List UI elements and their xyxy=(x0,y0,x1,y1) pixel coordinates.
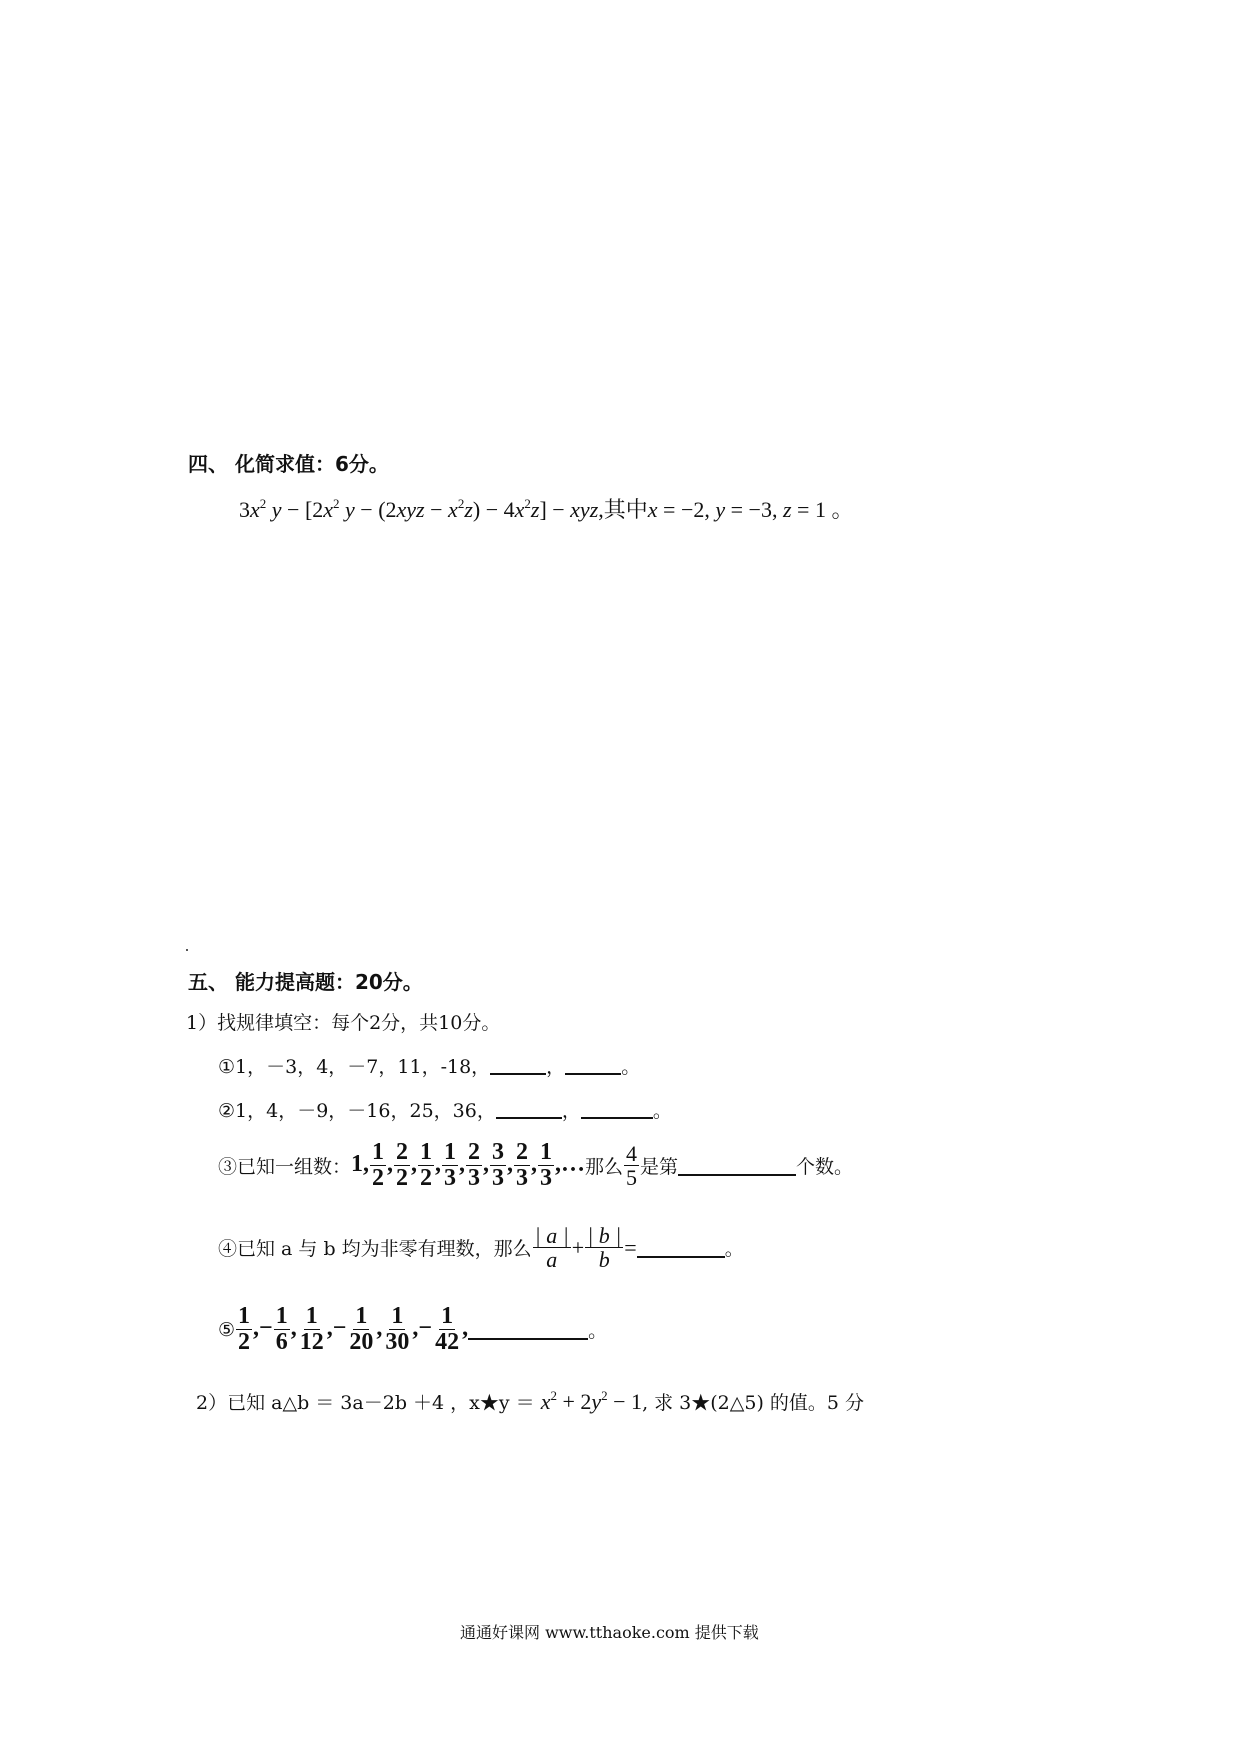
item1-end: 。 xyxy=(621,1056,641,1078)
item3-prefix: ③已知一组数： xyxy=(218,1156,352,1179)
item3-suffix1: 是第 xyxy=(640,1156,679,1179)
item3-blank[interactable] xyxy=(678,1156,796,1176)
item2-blank-1[interactable] xyxy=(496,1099,562,1119)
item3-fraction: $\frac{2}{2}$ xyxy=(396,1139,409,1192)
item3-target-fraction: $\frac{4}{5}$ xyxy=(626,1141,638,1191)
item4-equals: = xyxy=(624,1234,637,1260)
item5-fraction: $\frac{1}{2}$ xyxy=(238,1303,251,1356)
item3-ellipsis: ,… xyxy=(555,1151,586,1178)
item5-fraction: $\frac{1}{6}$ xyxy=(275,1303,288,1356)
item5-sequence: $\frac{1}{2}$ ,− $\frac{1}{6}$ , $\frac{1}{12}$ ,− $\frac{1}{20}$ , $\frac{1}{30}$ ,− $\frac{1}{42}$ , xyxy=(238,1303,469,1356)
item4-blank[interactable] xyxy=(637,1238,725,1258)
item4-fraction-a: $\frac{| a |}{a}$ xyxy=(534,1223,569,1273)
item4-end: 。 xyxy=(724,1238,744,1261)
scan-speck xyxy=(186,949,188,951)
q1-intro: 1）找规律填空：每个2分，共10分。 xyxy=(186,1012,501,1034)
q1-item3 xyxy=(218,1140,853,1191)
q1-item1 xyxy=(218,1052,640,1079)
item4-plus: + xyxy=(571,1234,585,1260)
q1-item4 xyxy=(218,1224,744,1271)
section4-heading: 四、 化简求值：6分。 xyxy=(188,452,389,476)
item5-blank[interactable] xyxy=(468,1320,588,1340)
item3-fraction: $\frac{1}{3}$ xyxy=(540,1139,553,1192)
q2-text1: 2）已知 a△b ＝ 3a－2b ＋4 ，x★y ＝ xyxy=(196,1392,535,1414)
condition-prefix: ,其中 xyxy=(598,497,648,522)
item1-blank-1[interactable] xyxy=(490,1055,546,1075)
q1-item5 xyxy=(218,1304,607,1355)
item5-fraction: $\frac{1}{12}$ xyxy=(299,1303,324,1356)
q1-item2 xyxy=(218,1096,672,1123)
q2-text2: , 求 3★(2△5) 的值。5 分 xyxy=(642,1392,865,1414)
footer-credit: 通通好课网 www.tthaoke.com 提供下载 xyxy=(460,1623,759,1642)
section4-expression: $3x^2$ $y - [2x^2$ $y - (2xyz - x^2z) - 4x^2z$] − xyz,其中x = −2, y = −3, z = 1 。 xyxy=(239,496,854,522)
item2-sequence: ②1，4，－9，－16，25，36， xyxy=(218,1100,496,1122)
item4-prefix: ④已知 a 与 b 均为非零有理数，那么 xyxy=(218,1238,532,1261)
item5-fraction: $\frac{1}{30}$ xyxy=(385,1303,410,1356)
item1-blank-2[interactable] xyxy=(565,1055,621,1075)
item3-fraction: $\frac{1}{2}$ xyxy=(372,1139,385,1192)
expression-end: 。 xyxy=(831,497,854,522)
item5-fraction: $\frac{1}{42}$ xyxy=(435,1303,460,1356)
item5-fraction: $\frac{1}{20}$ xyxy=(349,1303,374,1356)
item3-fraction: $\frac{1}{3}$ xyxy=(444,1139,457,1192)
q2 xyxy=(196,1388,864,1415)
item5-end: 。 xyxy=(588,1320,608,1343)
item3-fraction: $\frac{2}{3}$ xyxy=(516,1139,529,1192)
item3-fraction: $\frac{2}{3}$ xyxy=(468,1139,481,1192)
item2-blank-2[interactable] xyxy=(581,1099,653,1119)
item2-end: 。 xyxy=(652,1100,672,1122)
item2-separator: ， xyxy=(561,1100,581,1122)
item3-suffix2: 个数。 xyxy=(796,1156,854,1179)
item3-sequence: 1, $\frac{1}{2}$ , $\frac{2}{2}$ , $\frac{1}{2}$ , $\frac{1}{3}$ , $\frac{2}{3}$ , $\frac{3}{3}$ , $\frac{2}{3}$ , $\frac{1}{3}$ ,… xyxy=(351,1139,586,1192)
section5-heading: 五、 能力提高题：20分。 xyxy=(188,970,423,994)
item3-mid: 那么 xyxy=(585,1156,624,1179)
item1-separator: ， xyxy=(546,1056,566,1078)
item4-fraction-b: $\frac{| b |}{b}$ xyxy=(587,1223,622,1273)
item5-circle: ⑤ xyxy=(218,1318,236,1341)
q2-formula: $x^2 + 2y^2 - 1$ xyxy=(540,1388,643,1414)
item3-fraction: $\frac{1}{2}$ xyxy=(420,1139,433,1192)
item1-sequence: ①1，－3，4，－7，11，-18， xyxy=(218,1056,491,1078)
item3-fraction: $\frac{3}{3}$ xyxy=(492,1139,505,1192)
item3-lead: 1, xyxy=(351,1151,370,1178)
